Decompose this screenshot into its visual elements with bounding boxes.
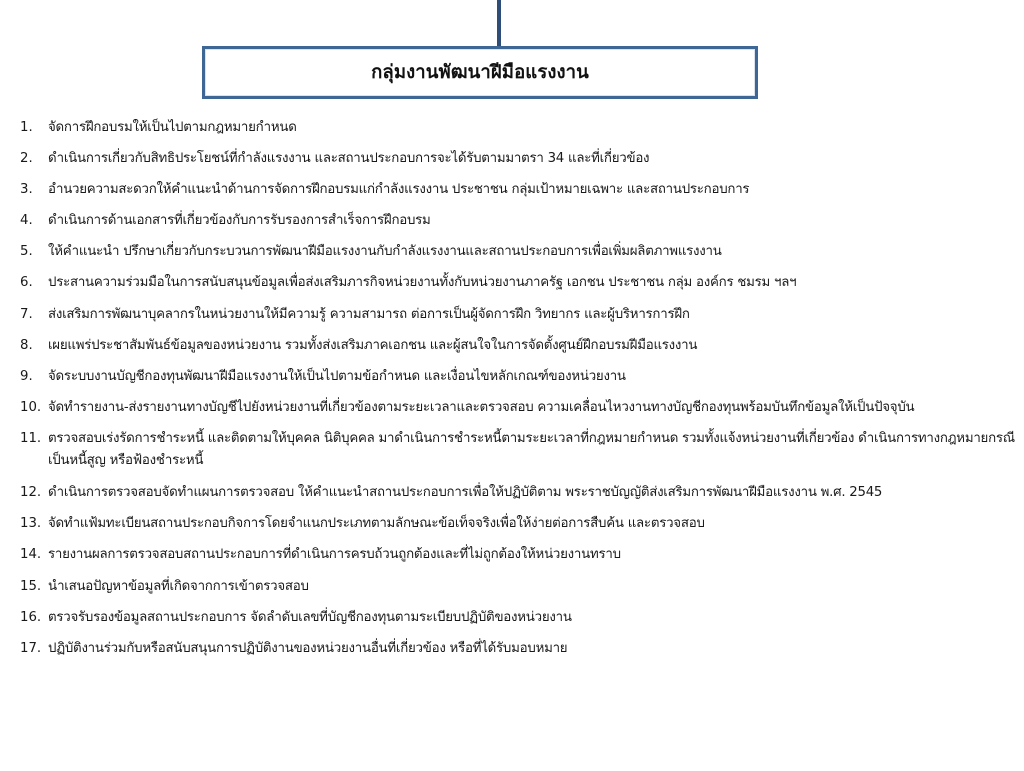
duty-text: อำนวยความสะดวกให้คำแนะนำด้านการจัดการฝึกอบรมแก่กำลังแรงงาน ประชาชน กลุ่มเป้าหมายเฉพาะ และสถานประกอบการ — [48, 182, 750, 198]
duty-text: ประสานความร่วมมือในการสนับสนุนข้อมูลเพื่อส่งเสริมภารกิจหน่วยงานทั้งกับหน่วยงานภาครัฐ เอกชน ประชาชน กลุ่ม องค์กร ชมรม ฯลฯ — [48, 275, 797, 291]
duty-item-12 — [20, 482, 1016, 504]
duty-text: จัดระบบงานบัญชีกองทุนพัฒนาฝีมือแรงงานให้เป็นไปตามข้อกำหนด และเงื่อนไขหลักเกณฑ์ของหน่วยงาน — [48, 368, 626, 384]
duty-number: 1. — [20, 120, 33, 135]
duty-number: 6. — [20, 275, 33, 291]
duty-text: ตรวจสอบเร่งรัดการชำระหนี้ และติดตามให้บุคคล นิติบุคคล มาดำเนินการชำระหนี้ตามระยะเวลาที่กฎหมายกำหนด รวมทั้งแจ้งหน่วยงานที่เกี่ยวข้อง ดำเนินการทางกฎหมายกรณีเป็นหนี้สูญ หรือฟ้องชำระหนี้ — [48, 431, 1015, 469]
duty-text: ตรวจรับรองข้อมูลสถานประกอบการ จัดลำดับเลขที่บัญชีกองทุนตามระเบียบปฏิบัติของหน่วยงาน — [48, 609, 572, 625]
duty-text: ส่งเสริมการพัฒนาบุคลากรในหน่วยงานให้มีความรู้ ความสามารถ ต่อการเป็นผู้จัดการฝึก วิทยากร และผู้บริหารการฝึก — [48, 306, 690, 322]
duty-item-3 — [20, 179, 1016, 201]
duty-list — [20, 117, 1016, 669]
duty-text: รายงานผลการตรวจสอบสถานประกอบการที่ดำเนินการครบถ้วนถูกต้องและที่ไม่ถูกต้องให้หน่วยงานทราบ — [48, 547, 621, 563]
duty-number: 16. — [20, 609, 42, 625]
duty-item-2 — [20, 148, 1016, 170]
duty-number: 9. — [20, 368, 33, 384]
duty-item-4 — [20, 210, 1016, 232]
duty-number: 10. — [20, 399, 42, 415]
duty-text: ปฏิบัติงานร่วมกับหรือสนับสนุนการปฏิบัติงานของหน่วยงานอื่นที่เกี่ยวข้อง หรือที่ได้รับมอบหมาย — [48, 640, 568, 656]
duty-text: ให้คำแนะนำ ปรึกษาเกี่ยวกับกระบวนการพัฒนาฝีมือแรงงานกับกำลังแรงงานและสถานประกอบการเพื่อเพิ่มผลิตภาพแรงงาน — [48, 244, 722, 260]
duty-number: 4. — [20, 213, 33, 229]
duty-item-7 — [20, 304, 1016, 326]
duty-item-15 — [20, 576, 1016, 598]
duty-item-1 — [20, 117, 1016, 139]
duty-item-9 — [20, 366, 1016, 388]
duty-number: 17. — [20, 640, 42, 656]
duty-text: นำเสนอปัญหาข้อมูลที่เกิดจากการเข้าตรวจสอบ — [48, 578, 309, 594]
duty-number: 7. — [20, 306, 33, 322]
section-title-box — [202, 46, 758, 99]
duty-item-6 — [20, 272, 1016, 294]
duty-number: 3. — [20, 182, 33, 198]
duty-text: ดำเนินการเกี่ยวกับสิทธิประโยชน์ที่กำลังแรงงาน และสถานประกอบการจะได้รับตามมาตรา 34 และที่เกี่ยวข้อง — [48, 151, 650, 167]
duty-item-11 — [20, 428, 1016, 472]
duty-item-17 — [20, 638, 1016, 660]
duty-item-16 — [20, 607, 1016, 629]
section-title: กลุ่มงานพัฒนาฝีมือแรงงาน — [371, 62, 589, 83]
duty-number: 8. — [20, 337, 33, 353]
duty-text: จัดทำรายงาน-ส่งรายงานทางบัญชีไปยังหน่วยงานที่เกี่ยวข้องตามระยะเวลาและตรวจสอบ ความเคลื่อนไหวงานทางบัญชีกองทุนพร้อมบันทึกข้อมูลให้เป็นปัจจุบัน — [48, 399, 915, 415]
duty-text: จัดการฝึกอบรมให้เป็นไปตามกฎหมายกำหนด — [48, 120, 297, 135]
duty-item-13 — [20, 513, 1016, 535]
duty-item-10 — [20, 397, 1016, 419]
duty-item-14 — [20, 544, 1016, 566]
duty-number: 5. — [20, 244, 33, 260]
duty-number: 15. — [20, 578, 42, 594]
duty-number: 14. — [20, 547, 42, 563]
duty-item-5 — [20, 241, 1016, 263]
org-chart-connector-line — [497, 0, 501, 46]
duty-text: จัดทำแฟ้มทะเบียนสถานประกอบกิจการโดยจำแนกประเภทตามลักษณะข้อเท็จจริงเพื่อให้ง่ายต่อการสืบค้น และตรวจสอบ — [48, 516, 705, 532]
duty-item-8 — [20, 335, 1016, 357]
duty-number: 11. — [20, 431, 42, 447]
duty-number: 12. — [20, 484, 42, 500]
duty-text: เผยแพร่ประชาสัมพันธ์ข้อมูลของหน่วยงาน รวมทั้งส่งเสริมภาคเอกชน และผู้สนใจในการจัดตั้งศูนย์ฝึกอบรมฝีมือแรงงาน — [48, 337, 698, 353]
duty-number: 13. — [20, 516, 42, 532]
duty-text: ดำเนินการด้านเอกสารที่เกี่ยวข้องกับการรับรองการสำเร็จการฝึกอบรม — [48, 213, 431, 229]
duty-number: 2. — [20, 151, 33, 167]
duty-text: ดำเนินการตรวจสอบจัดทำแผนการตรวจสอบ ให้คำแนะนำสถานประกอบการเพื่อให้ปฏิบัติตาม พระราชบัญญัติส่งเสริมการพัฒนาฝีมือแรงงาน พ.ศ. 2545 — [48, 484, 883, 500]
